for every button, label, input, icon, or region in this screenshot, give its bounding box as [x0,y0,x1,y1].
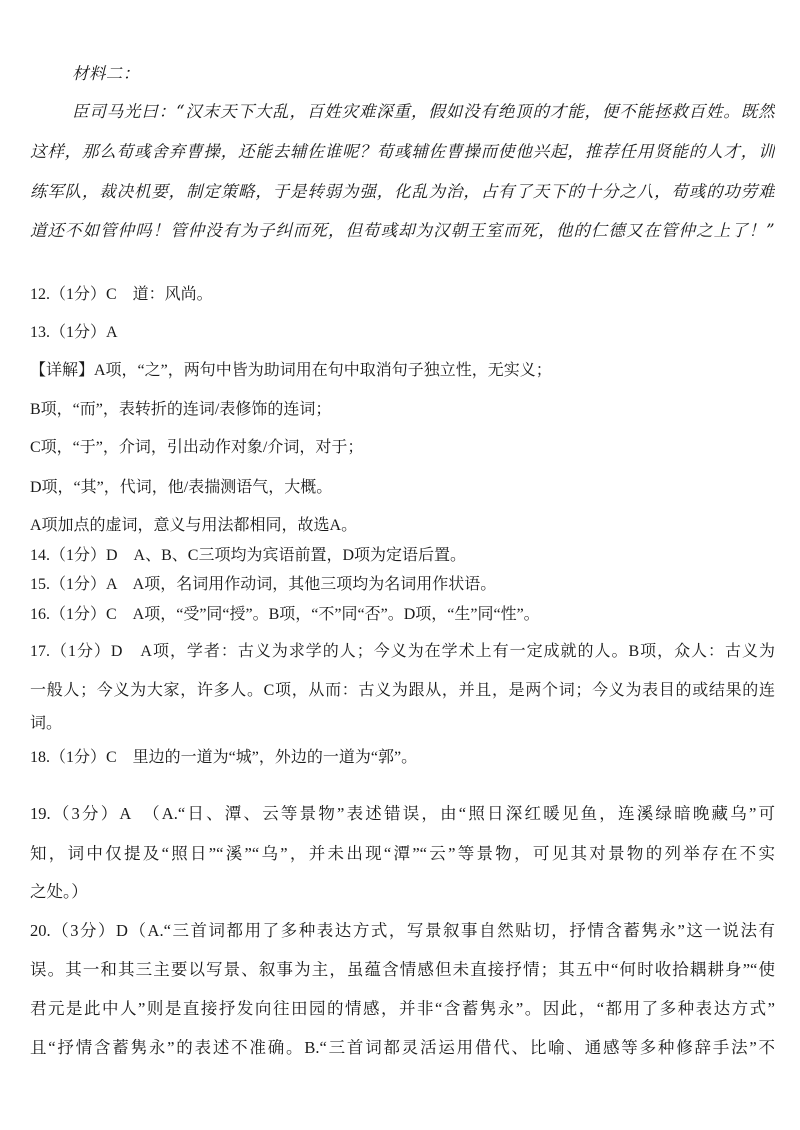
answer-13-detail-3: C项，“于”，介词，引出动作对象/介词，对于； [30,439,364,456]
answer-13: 13.（1分）A [30,324,118,341]
answer-13-detail-2: B项，“而”，表转折的连词/表修饰的连词； [30,401,332,418]
answer-17-line-3: 词。 [30,715,63,732]
answer-20-line-2: 误。其一和其三主要以写景、叙事为主，虽蕴含情感但未直接抒情；其五中“何时收拾耦耕身”“使 [30,960,775,979]
answer-20-line-3: 君元是此中人”则是直接抒发向往田园的情感，并非“含蓄隽永”。因此，“都用了多种表达方式” [30,999,775,1018]
answer-17-line-2: 一般人；今义为大家，许多人。C项，从而：古义为跟从，并且，是两个词；今义为表目的或结果的连 [30,682,775,699]
answer-15: 15.（1分）A A项，名词用作动词，其他三项均为名词用作状语。 [30,576,497,593]
answer-20-line-1: 20.（3分）D（A.“三首词都用了多种表达方式，写景叙事自然贴切，抒情含蓄隽永”这一说法有 [30,921,775,940]
material2-line-1: 臣司马光曰：“汉末天下大乱，百姓灾难深重，假如没有绝顶的才能，便不能拯救百姓。既然 [72,102,775,121]
answer-19-line-2: 知，词中仅提及“照日”“溪”“乌”，并未出现“潭”“云”等景物，可见其对景物的列举存在不实 [30,844,775,863]
material2-line-3: 练军队，裁决机要，制定策略，于是转弱为强，化乱为治，占有了天下的十分之八，荀彧的功劳难 [30,182,775,201]
answer-14: 14.（1分）D A、B、C三项均为宾语前置，D项为定语后置。 [30,547,467,564]
material2-line-4: 道还不如管仲吗！管仲没有为子纠而死，但荀彧却为汉朝王室而死，他的仁德又在管仲之上了！” [30,221,775,240]
answer-17-line-1: 17.（1分）D A项，学者：古义为求学的人；今义为在学术上有一定成就的人。B项，众人：古义为 [30,643,775,660]
material2-heading: 材料二： [72,64,140,83]
answer-13-detail-1: 【详解】A项，“之”，两句中皆为助词用在句中取消句子独立性，无实义； [30,362,552,379]
answer-19-line-1: 19.（3分）A （A.“日、潭、云等景物”表述错误，由“照日深红暖见鱼，连溪绿暗晚藏乌”可 [30,804,775,823]
answer-19-line-3: 之处。） [30,882,88,901]
answer-13-detail-4: D项，“其”，代词，他/表揣测语气，大概。 [30,479,333,496]
answer-13-detail-5: A项加点的虚词，意义与用法都相同，故选A。 [30,517,358,534]
material2-line-2: 这样，那么荀彧舍弃曹操，还能去辅佐谁呢？荀彧辅佐曹操而使他兴起，推荐任用贤能的人才，训 [30,142,775,161]
answer-16: 16.（1分）C A项，“受”同“授”。B项，“不”同“否”。D项，“生”同“性”。 [30,606,540,623]
answer-18: 18.（1分）C 里边的一道为“城”，外边的一道为“郭”。 [30,749,418,766]
answer-20-line-4: 且“抒情含蓄隽永”的表述不准确。B.“三首词都灵活运用借代、比喻、通感等多种修辞手法”不 [30,1038,775,1057]
answer-12: 12.（1分）C 道：风尚。 [30,286,213,303]
